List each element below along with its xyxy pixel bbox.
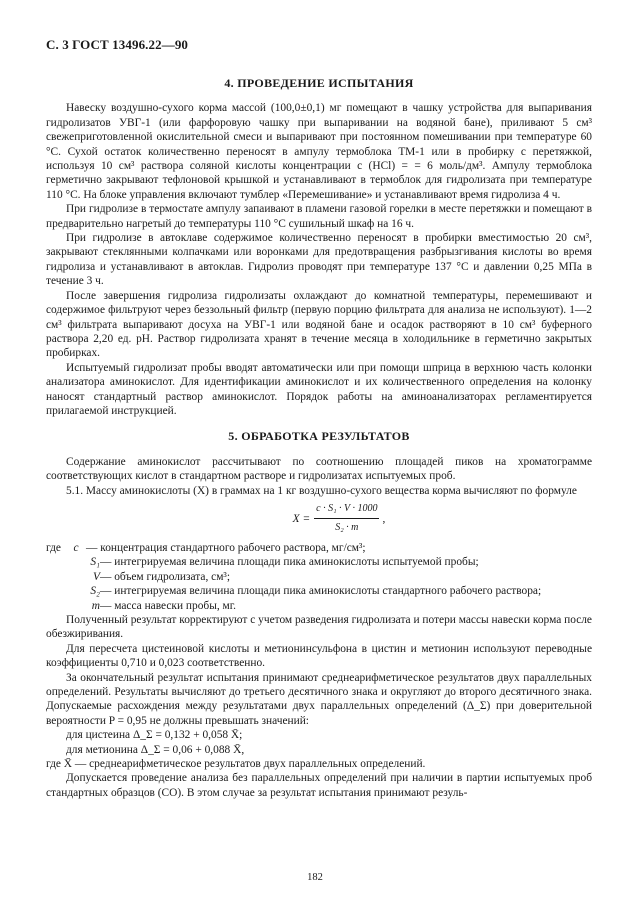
section-5-paragraph-5: За окончательный результат испытания принимают среднеарифметическое результатов двух параллельных определений. Результаты вычисляют до третьего десятичного знака и округляют до второго десятичного знака. Допускаемые расхождения между результатами двух параллельных определений (Δ_Σ) при доверительной вероятности P = 0,95 не должны превышать значений:: [46, 671, 592, 727]
section-4-paragraph-4: После завершения гидролиза гидролизаты охлаждают до комнатной температуры, перемешивают и содержимое фильтруют через беззольный фильтр (первую порцию фильтрата для анализа не используют). 1—2 см³ фильтрата выпаривают досуха на УВГ-1 или водяной бане и осадок растворяют в 10 см³ буферного раствора 2,20 ед. рН. Раствор гидролизата хранят в течение месяца в холодильнике в герметично закрытых пробирках.: [46, 289, 592, 360]
page-number: 182: [307, 872, 323, 883]
section-5-paragraph-3: Полученный результат корректируют с учетом разведения гидролизата и потери массы навески корма после обезжиривания.: [46, 614, 592, 641]
document-body: [46, 76, 592, 800]
definition-row: [46, 599, 592, 613]
mass-formula: [46, 500, 592, 538]
formula-fraction: [314, 502, 379, 536]
definition-term: m: [91, 599, 100, 612]
definition-term: V: [93, 570, 100, 583]
formula-lhs: X =: [292, 512, 311, 525]
section-5-paragraph-1: Содержание аминокислот рассчитывают по соотношению площадей пиков на хроматограмме соответствующих кислот в стандартном растворе и гидролизатах испытуемых проб.: [46, 455, 592, 483]
definition-text: — объем гидролизата, см³;: [100, 570, 231, 583]
section-4-title: 4. ПРОВЕДЕНИЕ ИСПЫТАНИЯ: [224, 76, 414, 90]
xbar-definition: где X̄ — среднеарифметическое результатов двух параллельных определений.: [46, 758, 426, 771]
formula-numerator: c · S₁ · V · 1000: [314, 502, 379, 519]
definition-text: — интегрируемая величина площади пика аминокислоты стандартного рабочего раствора;: [100, 585, 542, 598]
definition-text: — интегрируемая величина площади пика аминокислоты испытуемой пробы;: [100, 556, 479, 569]
section-5-title: 5. ОБРАБОТКА РЕЗУЛЬТАТОВ: [228, 429, 410, 444]
methionine-tolerance: для метионина Δ_Σ = 0,06 + 0,088 X̄,: [66, 743, 245, 756]
definition-row: [46, 555, 592, 569]
section-5-paragraph-6: Допускается проведение анализа без параллельных определений при наличии в партии испытуемых проб стандартных образцов (СО). В этом случае за результат испытания принимают резуль-: [46, 772, 592, 799]
definition-row: [46, 584, 592, 598]
definition-text: — масса навески пробы, мг.: [100, 599, 236, 612]
section-5-paragraph-2: 5.1. Массу аминокислоты (X) в граммах на 1 кг воздушно-сухого вещества корма вычисляют по формуле: [66, 484, 577, 497]
definition-row: [46, 541, 592, 555]
definition-text: — концентрация стандартного рабочего раствора, мг/см³;: [86, 541, 366, 554]
formula-denominator: S₂ · m: [335, 522, 359, 534]
formula-tail: ,: [382, 512, 386, 525]
definition-term: S₂: [90, 585, 100, 598]
definition-term: S₁: [90, 556, 100, 569]
formula-definitions: [46, 541, 592, 613]
section-4-paragraph-3: При гидролизе в автоклаве содержимое количественно переносят в пробирки вместимостью 20 см³, закрывают стеклянными колпачками или воронками для предотвращения разбрызгивания кислоты во время гидролиза и устанавливают в автоклав. Гидролиз проводят при температуре 137 °С и давлении 0,25 МПа в течение 3 ч.: [46, 232, 592, 288]
definitions-label: где: [46, 541, 61, 554]
page-header: С. 3 ГОСТ 13496.22—90: [46, 37, 189, 52]
section-4-paragraph-1: Навеску воздушно-сухого корма массой (100,0±0,1) мг помещают в чашку устройства для выпаривания гидролизатов УВГ-1 (или фарфоровую чашку при выпаривании на водяной бане), приливают 5 см³ свежеприготовленной окислительной смеси и выпаривают при постоянном помешивании при температуре 60 °С. Сухой остаток количественно переносят в ампулу термоблока ТМ-1 или в пробирку с перетяжкой, используя 10 см³ раствора соляной кислоты концентрации c (HCl) = = 6 моль/дм³. Ампулу термоблока герметично закрывают тефлоновой крышкой и устанавливают в термоблок для гидролизата при температуре 110 °С. На блоке управления включают тумблер «Перемешивание» и устанавливают время гидролиза 4 ч.: [46, 102, 592, 201]
cystine-tolerance: для цистеина Δ_Σ = 0,132 + 0,058 X̄;: [66, 729, 243, 742]
section-4-paragraph-2: При гидролизе в термостате ампулу запаивают в пламени газовой горелки в месте перетяжки и помещают в предварительно нагретый до температуры 110 °С сушильный шкаф на 16 ч.: [46, 203, 592, 230]
definition-row: [46, 570, 592, 584]
definition-term: c: [73, 541, 79, 554]
section-5-paragraph-4: Для пересчета цистеиновой кислоты и метионинсульфона в цистин и метионин используют переводные коэффициенты 0,710 и 0,023 соответственно.: [46, 642, 592, 670]
section-4-paragraph-5: Испытуемый гидролизат пробы вводят автоматически или при помощи шприца в верхнюю часть колонки анализатора аминокислот. Для идентификации аминокислот и их количественного определения на колонку наносят стандартный раствор аминокислот. Порядок работы на аминоанализаторах регламентируется прилагаемой инструкцией.: [46, 361, 592, 417]
